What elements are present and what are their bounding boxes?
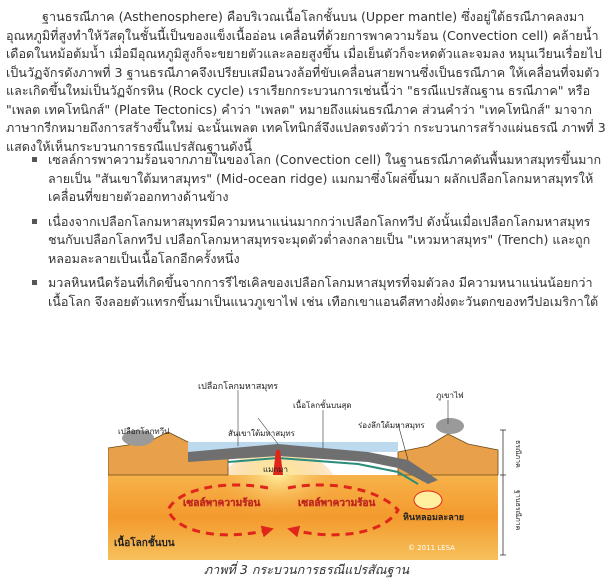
trench-label: ร่องลึกใต้มหาสมุทร <box>358 421 425 430</box>
side-lithosphere-label: ธรณีภาค <box>514 440 522 468</box>
list-item: เซลล์การพาความร้อนจากภายในของโลก (Convection cell) ในฐานธรณีภาคดันพื้นมหาสมุทรขึ้นมากลายเป็น "สันเขาใต้มหาสมุทร" (Mid-ocean ridge) แมกมาซึ่งโผล่ขึ้นมา ผลักเปลือกโลกมหาสมุทรให้เคลื่อนที่ขยายตัวออกทางด้านข้าง <box>16 151 606 207</box>
side-asthenosphere-label: ฐานธรณีภาค <box>514 490 522 531</box>
oceanic-crust-label: เปลือกโลกมหาสมุทร <box>198 382 279 392</box>
bullet-icon <box>32 280 37 285</box>
volcano-smoke-right <box>436 418 464 434</box>
list-item: เนื่องจากเปลือกโลกมหาสมุทรมีความหนาแน่นมากกว่าเปลือกโลกทวีป ดังนั้นเมื่อเปลือกโลกมหาสมุทรชนกับเปลือกโลกทวีป เปลือกโลกมหาสมุทรจะมุดตัวต่ำลงกลายเป็น "เหวมหาสมุทร" (Trench) และถูกหลอมละลายเป็นเนื้อโลกอีกครั้งหนึ่ง <box>16 213 606 269</box>
figure-caption: ภาพที่ 3 กระบวนการธรณีแปรสัณฐาน <box>203 562 410 577</box>
melting-rock <box>414 491 442 509</box>
convection-right-label: เซลล์พาความร้อน <box>298 498 376 509</box>
melting-rock-label: หินหลอมละลาย <box>403 513 465 523</box>
intro-paragraph <box>6 8 606 156</box>
upper-mantle-label: เนื้อโลกชั้นบน <box>114 538 175 549</box>
copyright-text: © 2011 LESA <box>408 544 455 552</box>
bullet-list <box>16 151 606 317</box>
mid-ocean-ridge-label: สันเขาใต้มหาสมุทร <box>228 429 295 438</box>
plate-tectonics-diagram <box>108 380 528 560</box>
lithosphere-label: เนื้อโลกชั้นบนสุด <box>293 401 352 410</box>
convection-left-label: เซลล์พาความร้อน <box>183 498 261 509</box>
list-item: มวลหินหนืดร้อนที่เกิดขึ้นจากการรีไซเคิลของเปลือกโลกมหาสมุทรที่จมตัวลง มีความหนาแน่นน้อยกว่าเนื้อโลก จึงลอยตัวแทรกขึ้นมาเป็นแนวภูเขาไฟ เช่น เทือกเขาแอนดีสทางฝั่งตะวันตกของทวีปอเมริกาใต้ <box>16 274 606 311</box>
bullet-icon <box>32 219 37 224</box>
bullet-icon <box>32 157 37 162</box>
volcano-label: ภูเขาไฟ <box>436 391 464 400</box>
magma-label: แมกมา <box>263 465 289 474</box>
intro-text: ฐานธรณีภาค (Asthenosphere) คือบริเวณเนื้อโลกชั้นบน (Upper mantle) ซึ่งอยู่ใต้ธรณีภาคลงมา อุณหภูมิที่สูงทำให้วัสดุในชั้นนี้เป็นของแข็งเนื้ออ่อน เคลื่อนที่ด้วยการพาความร้อน (Convection cell) คล้ายน้ำเดือดในหม้อต้มน้ำ เมื่อมีอุณหภูมิสูงก็จะขยายตัวและลอยสูงขึ้น เมื่อเย็นตัวก็จะหดตัวและจมลง หมุนเวียนเรื่อยไปเป็นวัฏจักรดังภาพที่ 3 ฐานธรณีภาคจึงเปรียบเสมือนวงล้อที่ขับเคลื่อนสายพานซึ่งเป็นธรณีภาค ให้เคลื่อนที่จมตัวและเกิดขึ้นใหม่เป็นวัฏจักรหิน (Rock cycle) เราเรียกกระบวนการเช่นนี้ว่า "ธรณีแปรสัณฐาน ธรณีภาค" หรือ "เพลต เทคโทนิกส์" (Plate Tectonics) คำว่า "เพลต" หมายถึงแผ่นธรณีภาค ส่วนคำว่า "เทคโทนิกส์" มาจากภาษากรีกหมายถึงการสร้างขึ้นใหม่ ฉะนั้นเพลต เทคโทนิกส์จึงแปลตรงตัวว่า กระบวนการสร้างแผ่นธรณี ภาพที่ 3 แสดงให้เห็นกระบวนการธรณีแปรสัณฐานดังนี้ <box>6 9 606 154</box>
continental-crust-label: เปลือกโลกทวีป <box>118 427 170 436</box>
